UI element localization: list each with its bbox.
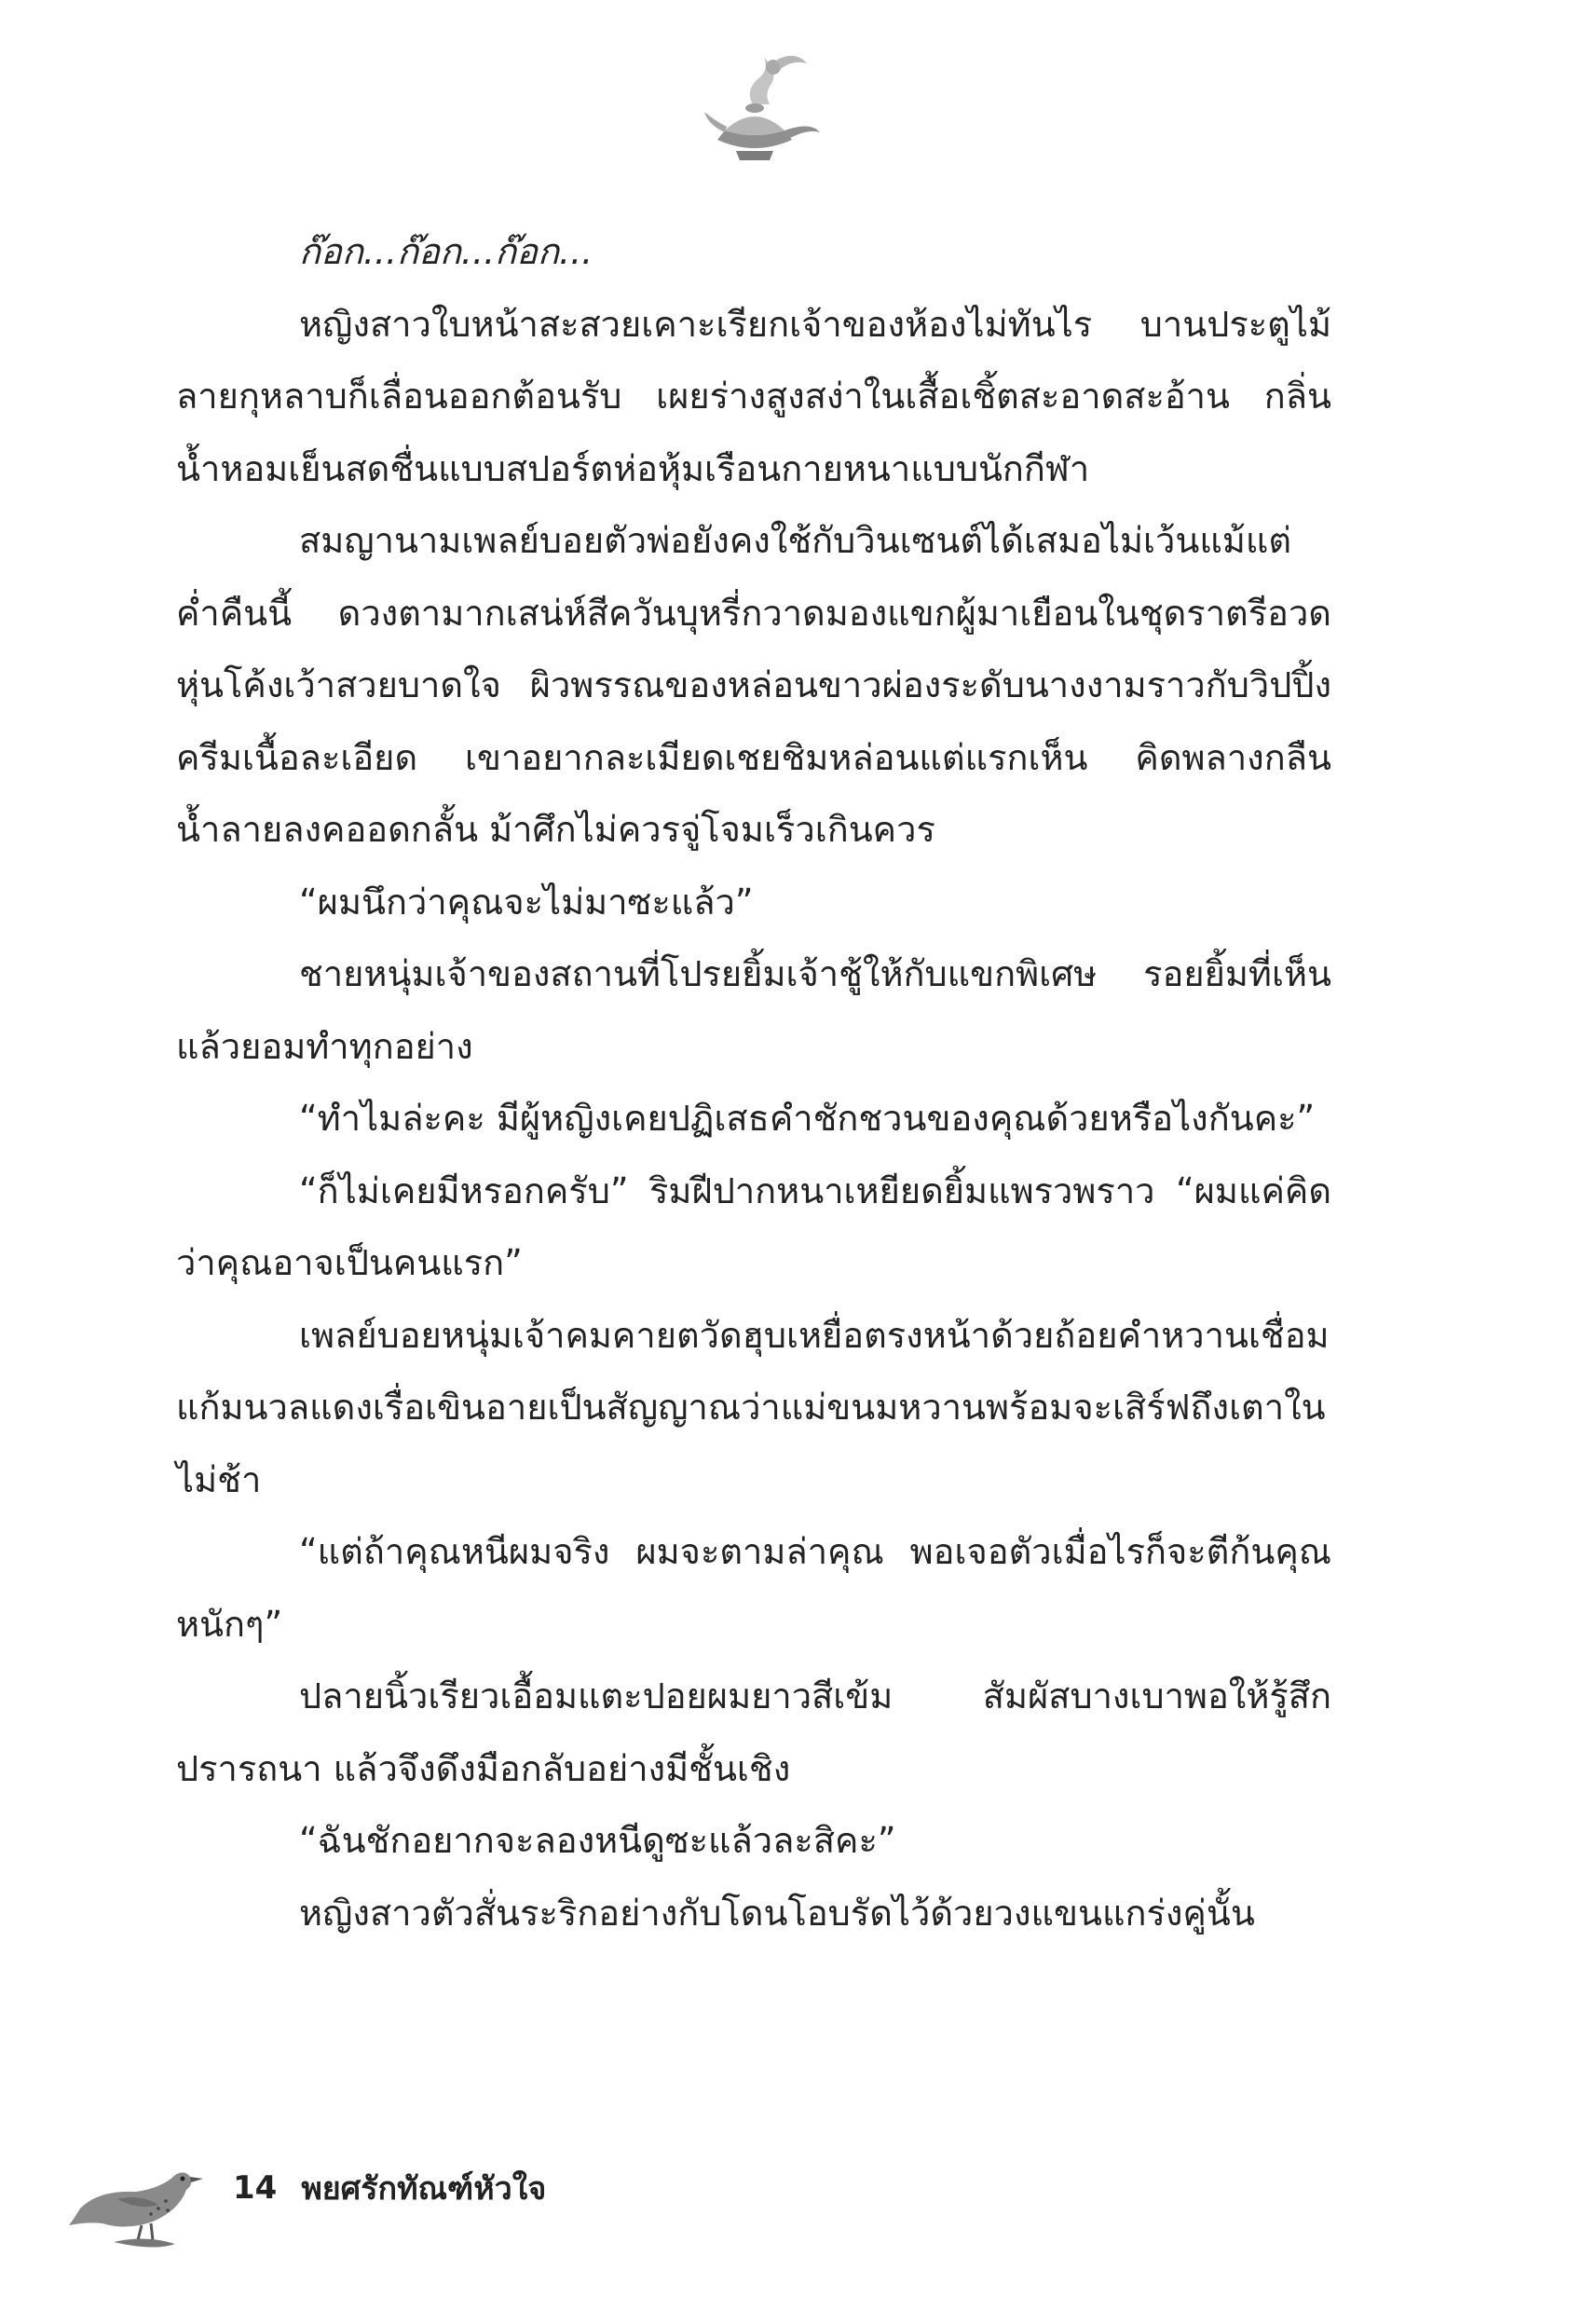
dialogue-paragraph: “ก็ไม่เคยมีหรอกครับ” ริมฝีปากหนาเหยียดยิ้มแพรวพราว “ผมแค่คิดว่าคุณอาจเป็นคนแรก” xyxy=(176,1169,1331,1283)
bird-icon xyxy=(61,2143,211,2255)
page-footer xyxy=(233,2160,546,2216)
paragraph: สมญานามเพลย์บอยตัวพ่อยังคงใช้กับวินเซนต์ได้เสมอไม่เว้นแม้แต่ค่ำคืนนี้ ดวงตามากเสน่ห์สีควันบุหรี่กวาดมองแขกผู้มาเยือนในชุดราตรีอวดหุ่นโค้งเว้าสวยบาดใจ ผิวพรรณของหล่อนขาวผ่องระดับนางงามราวกับวิปปิ้งครีมเนื้อละเอียด เขาอยากละเมียดเชยชิมหล่อนแต่แรกเห็น คิดพลางกลืนน้ำลายลงคออดกลั้น ม้าศึกไม่ควรจู่โจมเร็วเกินควร xyxy=(176,520,1331,850)
genie-lamp-icon xyxy=(680,47,829,168)
dialogue-paragraph: “ฉันชักอยากจะลองหนีดูซะแล้วละสิคะ” xyxy=(299,1820,896,1861)
dialogue-paragraph: “ผมนึกว่าคุณจะไม่มาซะแล้ว” xyxy=(299,881,754,923)
dialogue-paragraph: “ทำไมล่ะคะ มีผู้หญิงเคยปฏิเสธคำชักชวนของคุณด้วยหรือไงกันคะ” xyxy=(299,1098,1316,1139)
book-title: พยศรักทัณฑ์หัวใจ xyxy=(301,2170,547,2208)
paragraph: ชายหนุ่มเจ้าของสถานที่โปรยยิ้มเจ้าชู้ให้กับแขกพิเศษ รอยยิ้มที่เห็นแล้วยอมทำทุกอย่าง xyxy=(176,953,1331,1067)
page-number: 14 xyxy=(233,2169,278,2207)
paragraph: หญิงสาวใบหน้าสะสวยเคาะเรียกเจ้าของห้องไม่ทันไร บานประตูไม้ลายกุหลาบก็เลื่อนออกต้อนรับ เผยร่างสูงสง่าในเสื้อเชิ้ตสะอาดสะอ้าน กลิ่นน้ำหอมเย็นสดชื่นแบบสปอร์ตห่อหุ้มเรือนกายหนาแบบนักกีฬา xyxy=(176,303,1331,489)
paragraph: เพลย์บอยหนุ่มเจ้าคมคายตวัดฮุบเหยื่อตรงหน้าด้วยถ้อยคำหวานเชื่อม แก้มนวลแดงเรื่อเขินอายเป็นสัญญาณว่าแม่ขนมหวานพร้อมจะเสิร์ฟถึงเตาในไม่ช้า xyxy=(176,1314,1330,1500)
dialogue-paragraph: “แต่ถ้าคุณหนีผมจริง ผมจะตามล่าคุณ พอเจอตัวเมื่อไรก็จะตีก้นคุณหนักๆ” xyxy=(176,1531,1331,1645)
sound-effect-paragraph: ก๊อก...ก๊อก...ก๊อก... xyxy=(299,231,593,272)
paragraph: หญิงสาวตัวสั่นระริกอย่างกับโดนโอบรัดไว้ด้วยวงแขนแกร่งคู่นั้น xyxy=(299,1892,1255,1934)
paragraph: ปลายนิ้วเรียวเอื้อมแตะปอยผมยาวสีเข้ม สัมผัสบางเบาพอให้รู้สึกปรารถนา แล้วจึงดึงมือกลับอย่างมีชั้นเชิง xyxy=(176,1675,1331,1789)
body-text xyxy=(176,216,1331,1949)
